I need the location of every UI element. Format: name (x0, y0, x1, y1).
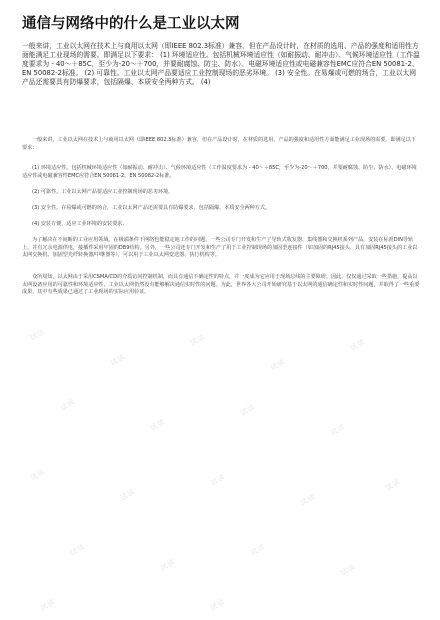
body-paragraph-requirement-3: (3) 安全性。在易爆或可燃的场合，工业以太网产品还需要具有防爆要求，包括隔爆、本质安全两种方式。 (32, 205, 271, 211)
watermark: 试读 (249, 542, 267, 558)
page-title: 通信与网络中的什么是工业以太网 (22, 16, 240, 32)
watermark: 试读 (59, 397, 77, 413)
watermark: 试读 (69, 542, 87, 558)
watermark: 试读 (109, 352, 127, 368)
watermark: 试读 (29, 327, 47, 343)
watermark: 试读 (209, 472, 227, 488)
watermark: 试读 (349, 337, 367, 353)
watermark: 试读 (29, 467, 47, 483)
watermark: 试读 (189, 332, 207, 348)
body-paragraph-requirement-1: (1) 环境适应性。包括机械环境适应性（如耐振动、耐冲击）、气候环境适应性（工作温度要求为 - 40～＋85C，至少为-20～＋700，并要耐腐蚀、防尘、防水）、电磁环境适应性或电磁兼容性EMC应符合EN 50081-2、EN 50082-2标准。 (22, 165, 417, 179)
body-paragraph-realtime: 众所周知，以太网由于采用CSMA/CD的介质访问控制机制，而具有通信不确定性的特点，并一度成为它应用于现场总线的主要障碍。因此，仅仅通过采取一些措施，提高以太网设备应用的可靠性和环境适应性，工业以太网仍然没有能够解决通信实时性的问题。为此，世界各大公司开始研究基于以太网的通信确定性和实时性问题，并取得了一些重要成果，其中有些成果已通过了工业现场的实际应用验证。 (22, 274, 420, 295)
watermark: 试读 (269, 357, 287, 373)
watermark: 试读 (299, 492, 317, 508)
watermark: 试读 (149, 417, 167, 433)
watermark: 试读 (384, 477, 402, 493)
watermark: 试读 (119, 487, 137, 503)
body-paragraph-requirement-2: (2) 可靠性。工业以太网产品要适应工业控制现场的恶劣环境。 (32, 189, 174, 195)
watermark: 试读 (239, 402, 257, 418)
lead-paragraph: 一般来讲，工业以太网在技术上与商用以太网（即IEEE 802.3标准）兼容，但在产品设计时，在材质的选用、产品的强度和适用性方面能满足工业现场的需要。即满足以下要求： (1) 环境适应性。包括机械环境适应性（如耐振动、耐冲击）、气候环境适应性（工作温度要求为 - 40～＋85C，至少为-20～＋700，并要耐腐蚀、防尘、防水）、电磁环境适应性或电磁兼容性EMC应符合EN 50081-2、EN 50082-2标准。 (2) 可靠性。工业以太网产品要适应工业控制现场的恶劣环境。 (3) 安全性。在易爆或可燃的场合，工业以太网产品还需要具有防爆要求，包括隔爆、本质安全两种方式。 (4) (22, 42, 420, 86)
watermark: 试读 (39, 597, 57, 613)
body-paragraph-hardware: 为了解决在不间断的工业应用领域，在极端条件下网络也能稳定地工作的问题，一些公司专门开发和生产了导轨式收发器、集线器和交换机系列产品，安装在标准DIN导轨上，并有冗余电源供电，接插件采用牢固的DB9结构。另外，一些公司还专门开发和生产了用于工业控制现场的加固型连接件（如加固的RJ45接头、具有加固RJ45接头的工业以太网交换机、加固型光纤转换器/中继器等），可以用于工业以太网变送器、执行机构等。 (22, 237, 418, 258)
watermark: 试读 (159, 557, 177, 573)
watermark: 试读 (329, 422, 347, 438)
watermark: 试读 (209, 597, 227, 613)
body-paragraph-intro: 一般来讲，工业以太网在技术上与商用以太网（即IEEE 802.3标准）兼容，但在产品设计时，在材质的选用、产品的强度和适用性方面能满足工业现场的需要。即满足以下要求： (22, 137, 416, 151)
body-paragraph-requirement-4: (4) 安装方便，适应工业环境的安装要求。 (32, 221, 128, 227)
watermark: 试读 (339, 562, 357, 578)
